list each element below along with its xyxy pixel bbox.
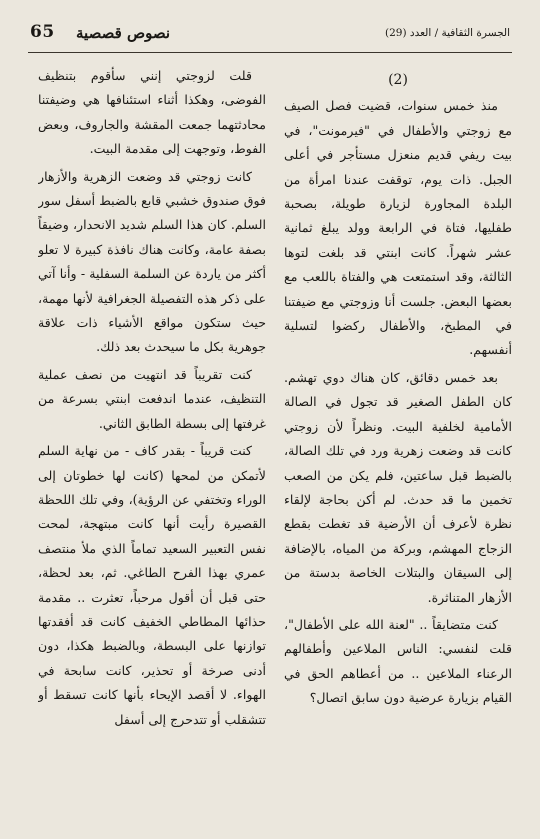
- page-header: [0, 0, 540, 52]
- paragraph: بعد خمس دقائق، كان هناك دوي تهشم. كان الطفل الصغير قد تجول في الصالة الأمامية لخلفية البيت. ونظراً لأن زوجتي كانت قد وضعت زهرية ورد في تلك الصالة، بالضبط قبل ساعتين، فلم يكن من الصعب تخمين ما قد حدث. لم أكن بحاجة لإلقاء نظرة لأعرف أن الأرضية قد تغطت بقطع الزجاج المهشم، وبركة من المياه، بالإضافة إلى السيقان والبتلات الخاصة بدستة من الأزهار المتناثرة.: [284, 369, 512, 605]
- section-number: (2): [388, 72, 408, 88]
- header-rule: [28, 52, 512, 53]
- section-title: نصوص قصصية: [76, 24, 171, 42]
- left-column: [38, 64, 266, 824]
- paragraph: كنت قريباً - بقدر كاف - من نهاية السلم لأتمكن من لمحها (كانت لها خطوتان إلى الوراء وتختفي عن الرؤية)، وفي تلك اللحظة القصيرة رأيت أنها كانت مبتهجة، لمحت نفس التعبير السعيد تماماً الذي ملأ منتصف عمري بهذا الفرح الطاغي. ثم، بعد لحظة، حتى قبل أن أقول مرحباً، تعثرت .. مقدمة حذائها المطاطي الخفيف كانت قد أفقدتها توازنها على البسطة، وبالضبط هكذا، دون أدنى صرخة أو تحذير، كانت سابحة في الهواء. لا أقصد الإيحاء بأنها كانت تسقط أو تتشقلب أو تتدحرج إلى أسفل: [38, 443, 266, 727]
- paragraph: كنت تقريباً قد انتهيت من نصف عملية التنظيف، عندما اندفعت ابنتي بسرعة من غرفتها إلى بسطة الطابق الثاني.: [38, 366, 266, 431]
- page-number: 65: [30, 22, 55, 42]
- paragraph: قلت لزوجتي إنني سأقوم بتنظيف الفوضى، وهكذا أثناء استئنافها هي وضيفتنا محادثتهما جمعت المقشة والجاروف، وبعض الفوط، وتوجهت إلى مقدمة البيت.: [38, 68, 266, 157]
- journal-issue: الجسرة الثقافية / العدد (29): [384, 27, 510, 39]
- right-column: [284, 64, 512, 824]
- paragraph: كانت زوجتي قد وضعت الزهرية والأزهار فوق صندوق خشبي قابع بالضبط أسفل سور السلم. كان هذا السلم شديد الانحدار، وضيقاً بصفة عامة، وكانت هناك نافذة كبيرة لا تعلو أكثر من ياردة عن السلمة السفلية - وأنا آتي على ذكر هذه التفصيلة الجغرافية لأنها مهمة، حيث ستكون مواقع الأشياء ذات علاقة جوهرية بكل ما سيحدث بعد ذلك.: [38, 168, 266, 355]
- paragraph: منذ خمس سنوات، قضيت فصل الصيف مع زوجتي والأطفال في "فيرمونت"، في بيت ريفي قديم منعزل مستأجر في أعلى الجبل. ذات يوم، توقفت عندنا امرأة من البلدة المجاورة لزيارة طويلة، بصحبة طفليها، فتاة في الرابعة وولد يبلغ ثمانية عشر شهراً. كانت ابنتي قد بلغت لتوها الثالثة، وقد استمتعت هي والفتاة باللعب مع بعضها البعض. جلست أنا وزوجتي مع ضيفتنا في المطبخ، والأطفال ركضوا لتسلية أنفسهم.: [284, 98, 512, 358]
- paragraph: كنت متضايقاً .. "لعنة الله على الأطفال"، قلت لنفسي: الناس الملاعين وأطفالهم الرعناء الملاعين .. من أعطاهم الحق في القيام بزيارة عرضية دون سابق اتصال؟: [284, 616, 512, 706]
